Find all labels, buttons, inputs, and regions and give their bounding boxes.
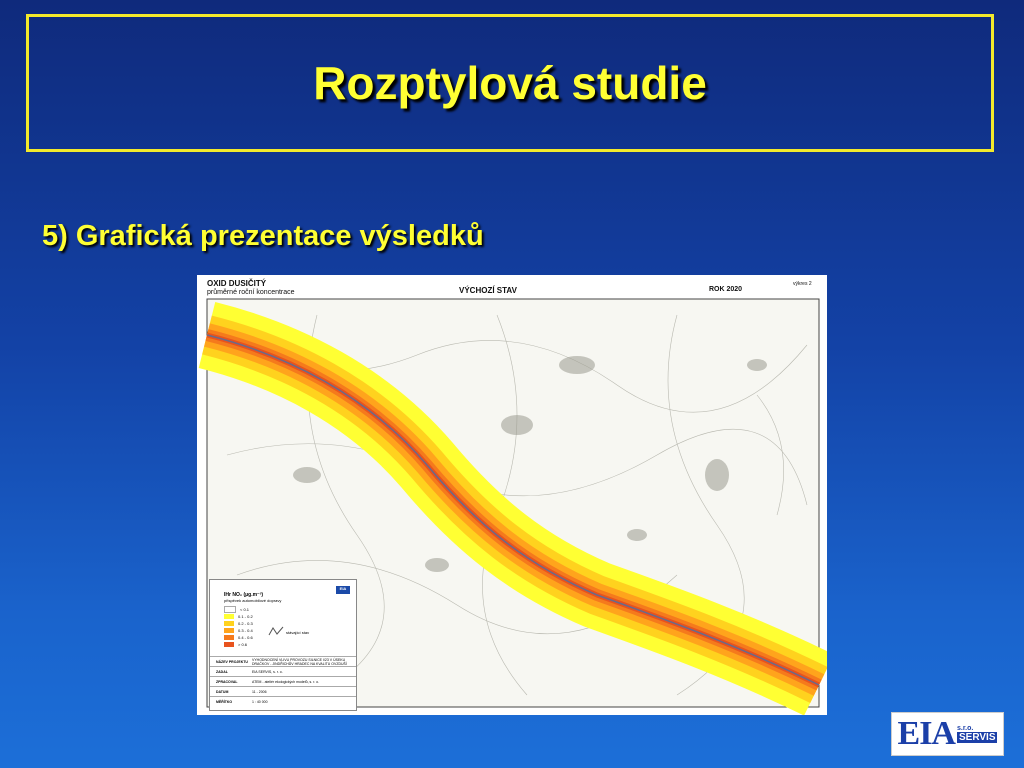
legend-swatch [224,606,236,613]
legend-swatch [224,642,234,647]
legend-swatch [224,635,234,640]
logo-servis: SERVIS [958,732,996,743]
title-block-row [210,666,356,676]
legend-logo: EIA [336,586,350,594]
legend-class-label: 0.4 - 0.6 [238,634,253,640]
eia-servis-logo [891,712,1004,756]
pollution-map [197,275,827,715]
title-block-value: 11 - 2006 [252,689,267,694]
title-block [210,656,356,706]
legend-swatch [224,621,234,626]
legend-road-label: stávající stav [286,630,310,635]
legend-class [224,613,253,619]
title-block-value: 1 : 40 000 [252,699,268,704]
title-block-row [210,696,356,706]
title-box [26,14,994,152]
title-block-row [210,656,356,666]
title-block-key: DATUM [216,689,229,694]
map-subtitle: průměrné roční koncentrace [207,289,295,296]
logo-letters: EIA [897,715,955,752]
legend-swatch [224,628,234,633]
legend-class-label: 0.3 - 0.4 [238,627,253,633]
title-block-row [210,676,356,686]
legend-heading: IHr NO₂ (μg.m⁻³) [224,592,264,598]
map-center-title: VÝCHOZÍ STAV [459,286,517,295]
map-year: ROK 2020 [709,286,743,293]
slide-title: Rozptylová studie [313,57,707,109]
legend-class-label: 0.1 - 0.2 [238,613,253,619]
legend-class [224,641,247,647]
title-block-value: EIA SERVIS, s. r. o. [252,669,283,674]
title-block-key: ZADAL [216,669,228,674]
title-block-key: ZPRACOVAL [216,679,238,684]
title-block-value: VYHODNOCENÍ VLIVU PROVOZU SILNICE I/23 V ÚSEKU DRAČKOV - JINDŘICHŮV HRADEC NA KVALITU OVZDUŠÍ [252,657,347,666]
title-block-key: NÁZEV PROJEKTU [216,659,248,664]
map-title: OXID DUSIČITÝ [207,279,267,288]
legend-class [224,634,253,640]
legend-class-label: 0.2 - 0.3 [238,620,253,626]
title-block-value: ATEM - ateliér ekologických modelů, s. r. o. [252,679,320,684]
logo-sro: s.r.o. [956,725,974,732]
slide-subtitle: 5) Grafická prezentace výsledků [42,220,484,252]
title-block-row [210,686,356,696]
road-symbol-icon [268,626,284,636]
legend-class [224,606,249,612]
legend-class-label: > 0.6 [238,641,248,647]
map-legend [209,579,357,711]
legend-subheading: přispěvek automobilové dopravy [224,598,282,603]
legend-class-label: < 0.1 [240,606,250,612]
title-block-key: MĚŘÍTKO [216,699,233,704]
legend-swatch [224,614,234,619]
legend-class [224,627,253,633]
map-corner-label: výkres 2 [793,281,812,287]
legend-class [224,620,253,626]
